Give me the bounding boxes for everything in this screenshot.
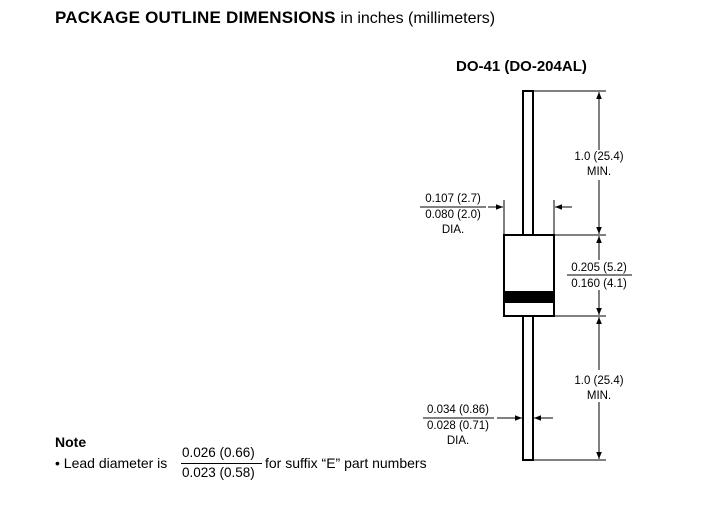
- bottom-lead: [523, 316, 533, 460]
- package-name: DO-41 (DO-204AL): [456, 58, 587, 75]
- body-dia-min: 0.080 (2.0): [425, 209, 481, 221]
- body-dia-max: 0.107 (2.7): [425, 193, 481, 205]
- top-lead-length-line2: MIN.: [586, 166, 612, 178]
- note-prefix: • Lead diameter is: [55, 455, 168, 471]
- bottom-lead-length-line2: MIN.: [586, 390, 612, 402]
- top-lead: [523, 91, 533, 235]
- title-bold: PACKAGE OUTLINE DIMENSIONS: [55, 8, 336, 27]
- body-length-max: 0.205 (5.2): [571, 262, 627, 274]
- note-fraction-bar: [181, 463, 262, 464]
- lead-dia-suffix: DIA.: [446, 435, 470, 447]
- bottom-lead-length-line1: 1.0 (25.4): [574, 375, 624, 387]
- top-lead-length-line1: 1.0 (25.4): [574, 151, 624, 163]
- diode-body: [504, 235, 554, 316]
- note-lead-dia-max: 0.026 (0.66): [182, 445, 255, 460]
- lead-dia-max: 0.034 (0.86): [426, 404, 490, 416]
- cathode-band: [505, 291, 553, 303]
- note-suffix: for suffix “E” part numbers: [265, 455, 427, 471]
- note-lead-dia-min: 0.023 (0.58): [182, 465, 255, 480]
- body-dia-suffix: DIA.: [441, 224, 465, 236]
- body-length-min: 0.160 (4.1): [571, 278, 627, 290]
- title-units: in inches (millimeters): [340, 10, 496, 27]
- note-title: Note: [55, 434, 87, 450]
- lead-dia-min: 0.028 (0.71): [426, 420, 490, 432]
